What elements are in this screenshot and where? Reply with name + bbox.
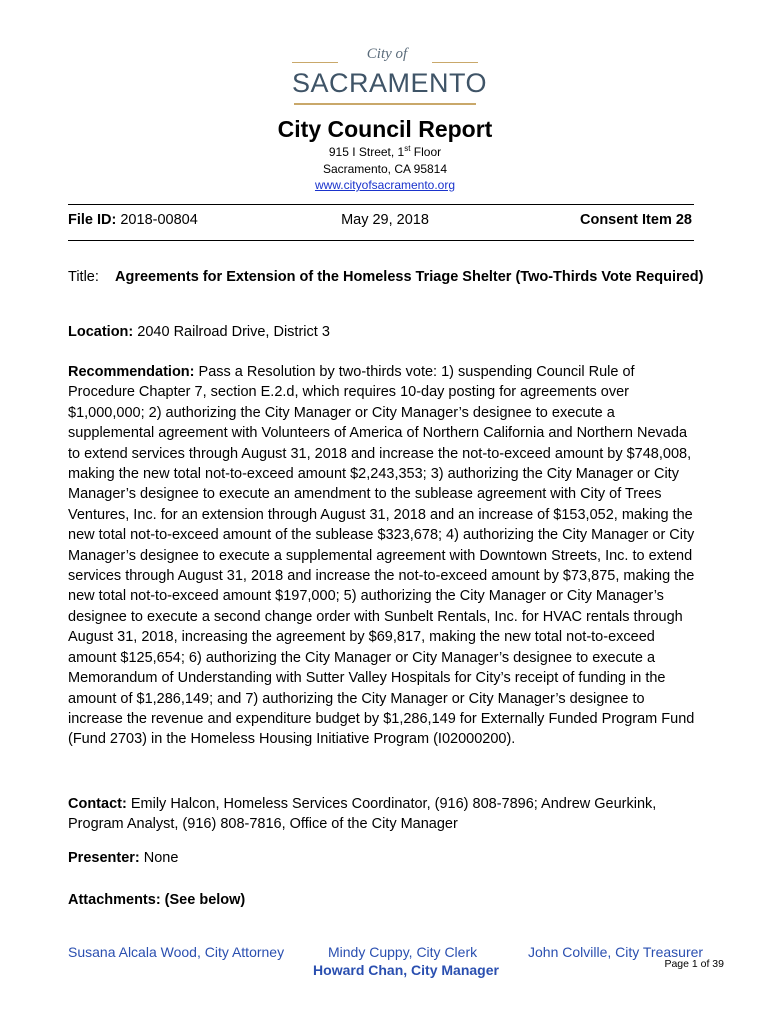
file-id-value: 2018-00804	[116, 212, 198, 228]
website-link[interactable]: www.cityofsacramento.org	[314, 178, 456, 192]
title-text: Agreements for Extension of the Homeless Triage Shelter (Two-Thirds Vote Required)	[115, 269, 704, 285]
footer-city-manager: Howard Chan, City Manager	[313, 962, 499, 978]
footer-city-attorney: Susana Alcala Wood, City Attorney	[68, 944, 285, 960]
location-text: 2040 Railroad Drive, District 3	[133, 324, 330, 340]
address-floor-text: Floor	[410, 145, 442, 159]
presenter-label: Presenter:	[68, 850, 140, 866]
consent-item: Consent Item 28	[580, 212, 692, 228]
recommendation-section	[68, 362, 698, 750]
location-label: Location:	[68, 324, 134, 340]
presenter-section	[68, 848, 698, 868]
address-street-text: 915 I Street, 1	[328, 145, 405, 159]
logo-underline	[294, 103, 476, 105]
address-city: Sacramento, CA 95814	[322, 162, 448, 176]
contact-text: Emily Halcon, Homeless Services Coordinator, (916) 808-7896; Andrew Geurkink, Program Analyst, (916) 808-7816, Office of the City Manager	[68, 796, 657, 833]
title-label: Title:	[68, 269, 99, 285]
logo-line-right	[432, 62, 478, 63]
logo-cityof-text: City of	[366, 46, 408, 62]
address-street	[0, 144, 770, 159]
location-section	[68, 322, 698, 342]
logo-sacramento-text: SACRAMENTO	[292, 68, 488, 98]
header-rule-bottom	[68, 240, 694, 241]
recommendation-label: Recommendation:	[68, 364, 195, 380]
contact-label: Contact:	[68, 796, 127, 812]
logo-line-left	[292, 62, 338, 63]
header-rule-top	[68, 204, 694, 205]
file-id-label: File ID:	[68, 212, 117, 228]
footer-city-clerk: Mindy Cuppy, City Clerk	[328, 944, 478, 960]
presenter-text: None	[139, 850, 179, 866]
meeting-date: May 29, 2018	[341, 212, 429, 228]
address-street-sup: st	[404, 144, 411, 153]
contact-section	[68, 794, 698, 835]
page-number: Page 1 of 39	[664, 958, 724, 970]
report-title: City Council Report	[277, 116, 493, 142]
footer-city-treasurer: John Colville, City Treasurer	[528, 944, 704, 960]
recommendation-text: Pass a Resolution by two-thirds vote: 1) suspending Council Rule of Procedure Chapter 7, section E.2.d, which requires 10-day posting for agreements over $1,000,000; 2) authorizing the City Manager or City Manager’s designee to execute a supplemental agreement with Volunteers of America of Northern California and Northern Nevada to extend services through August 31, 2018 and increase the not-to-exceed amount by $748,008, making the new total not-to-exceed amount $2,243,353; 3) authorizing the City Manager or City Manager’s designee to execute an amendment to the sublease agreement with City of Trees Ventures, Inc. for an extension through August 31, 2018 and an increase of $153,052, making the new total not-to-exceed amount of the sublease $323,678; 4) authorizing the City Manager or City Manager’s designee to execute a supplemental agreement with Downtown Streets, Inc. to extend services through August 31, 2018 and increase the not-to-exceed amount by $73,875, making the new total not-to-exceed amount $197,000; 5) authorizing the City Manager or City Manager’s designee to execute a second change order with Sunbelt Rentals, Inc. for HVAC rentals through August 31, 2018, increasing the agreement by $69,817, making the new total not-to-exceed amount $125,654; 6) authorizing the City Manager or City Manager’s designee to execute a Memorandum of Understanding with Sutter Valley Hospitals for City’s receipt of funding in the amount of $1,286,149; and 7) authorizing the City Manager or City Manager’s designee to increase the revenue and expenditure budget by $1,286,149 for Externally Funded Program Fund (Fund 2703) in the Homeless Housing Initiative Program (I02000200).	[68, 364, 695, 748]
attachments-label: Attachments: (See below)	[68, 892, 246, 908]
city-of-sacramento-logo	[292, 46, 488, 106]
